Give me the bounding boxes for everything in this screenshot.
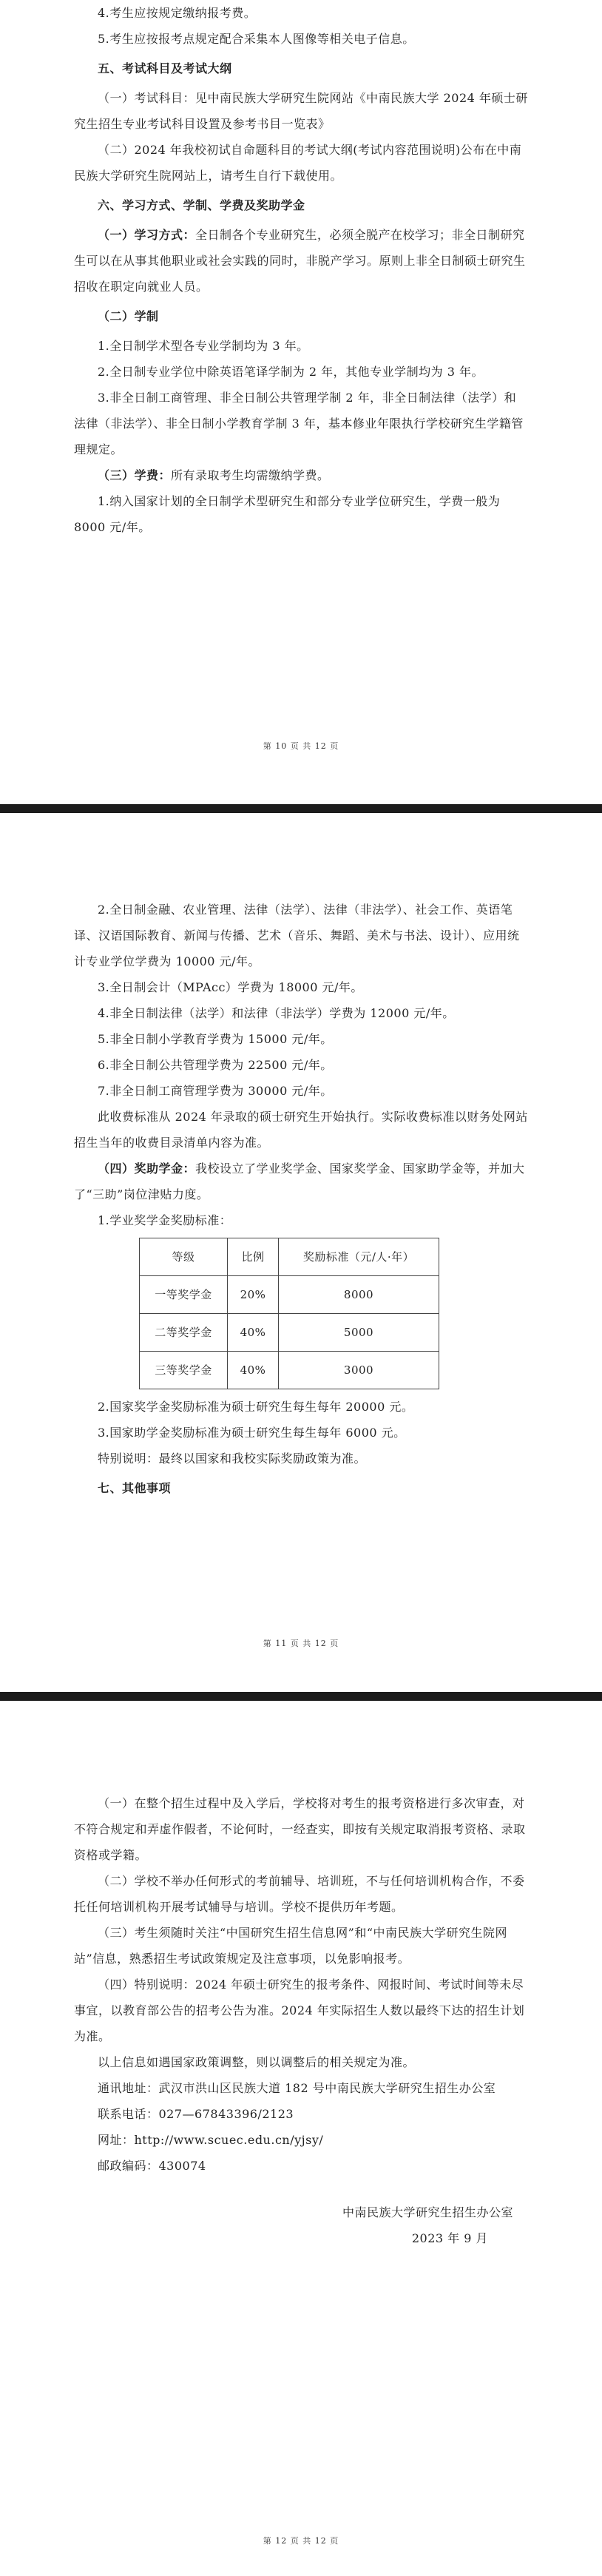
paragraph	[74, 222, 528, 300]
page-footer: 第 11 页 共 12 页	[263, 1639, 339, 1648]
table-cell: 40%	[228, 1352, 279, 1389]
page-footer: 第 10 页 共 12 页	[263, 741, 339, 751]
paragraph: 3.全日制会计（MPAcc）学费为 18000 元/年。	[98, 980, 363, 994]
paragraph	[74, 462, 528, 488]
paragraph: 3.国家助学金奖励标准为硕士研究生每生每年 6000 元。	[98, 1426, 406, 1440]
section-heading: 七、其他事项	[98, 1481, 172, 1495]
section-heading: 六、学习方式、学制、学费及奖助学金	[98, 198, 305, 212]
section-heading: 五、考试科目及考试大纲	[98, 61, 232, 75]
paragraph: 3.非全日制工商管理、非全日制公共管理学制 2 年，非全日制法律（法学）和法律（非法学）、非全日制小学教育学制 3 年，基本修业年限执行学校研究生学籍管理规定。	[74, 391, 524, 456]
paragraph: 4.非全日制法律（法学）和法律（非法学）学费为 12000 元/年。	[98, 1006, 455, 1020]
lead-label: （三）学费：	[98, 468, 172, 482]
paragraph: （一）考试科目：见中南民族大学研究生院网站《中南民族大学 2024 年硕士研究生招生专业考试科目设置及参考书目一览表》	[74, 91, 528, 131]
table-cell: 一等奖学金	[140, 1276, 228, 1314]
page-divider	[0, 804, 602, 813]
contact-address: 通讯地址：武汉市洪山区民族大道 182 号中南民族大学研究生招生办公室	[98, 2081, 496, 2095]
page-11	[0, 814, 602, 1692]
column-header: 奖励标准（元/人·年）	[279, 1238, 439, 1276]
paragraph: 此收费标准从 2024 年录取的硕士研究生开始执行。实际收费标准以财务处网站招生当年的收费目录清单内容为准。	[74, 1110, 528, 1150]
paragraph: 1.纳入国家计划的全日制学术型研究生和部分专业学位研究生，学费一般为 8000 元/年。	[74, 494, 501, 534]
paragraph: 2.国家奖学金奖励标准为硕士研究生每生每年 20000 元。	[98, 1400, 414, 1414]
paragraph: 1.全日制学术型各专业学制均为 3 年。	[98, 339, 309, 353]
paragraph: （二）学校不举办任何形式的考前辅导、培训班，不与任何培训机构合作，不委托任何培训机构开展考试辅导与培训。学校不提供历年考题。	[74, 1874, 525, 1914]
page-divider	[0, 1692, 602, 1701]
paragraph-text: 所有录取考生均需缴纳学费。	[171, 468, 330, 482]
paragraph: （一）在整个招生过程中及入学后，学校将对考生的报考资格进行多次审查，对不符合规定和弄虚作假者，不论何时，一经查实，即按有关规定取消报考资格、录取资格或学籍。	[74, 1796, 526, 1862]
paragraph: 5.非全日制小学教育学费为 15000 元/年。	[98, 1032, 333, 1046]
paragraph: 特别说明：最终以国家和我校实际奖励政策为准。	[98, 1451, 367, 1466]
contact-postcode: 邮政编码：430074	[98, 2159, 206, 2173]
signature-office: 中南民族大学研究生招生办公室	[342, 2205, 513, 2219]
page-12	[0, 1702, 602, 2576]
contact-website: 网址：http://www.scuec.edu.cn/yjsy/	[98, 2133, 324, 2147]
table-row	[140, 1352, 439, 1389]
table-row	[140, 1314, 439, 1352]
signature-date: 2023 年 9 月	[411, 2231, 488, 2245]
table-row	[140, 1276, 439, 1314]
paragraph: （三）考生须随时关注“中国研究生招生信息网”和“中南民族大学研究生院网站”信息，熟悉招生考试政策规定及注意事项，以免影响报考。	[74, 1926, 508, 1966]
paragraph: 7.非全日制工商管理学费为 30000 元/年。	[98, 1084, 333, 1098]
lead-label: （四）奖助学金：	[98, 1161, 196, 1176]
paragraph: 6.非全日制公共管理学费为 22500 元/年。	[98, 1058, 333, 1072]
column-header: 比例	[228, 1238, 279, 1276]
table-cell: 40%	[228, 1314, 279, 1352]
table-cell: 20%	[228, 1276, 279, 1314]
paragraph: 2.全日制金融、农业管理、法律（法学）、法律（非法学）、社会工作、英语笔译、汉语国际教育、新闻与传播、艺术（音乐、舞蹈、美术与书法、设计）、应用统计专业学位学费为 10000 元/年。	[74, 903, 520, 968]
paragraph: 以上信息如遇国家政策调整，则以调整后的相关规定为准。	[98, 2055, 416, 2069]
table-cell: 5000	[279, 1314, 439, 1352]
paragraph-text: 我校设立了学业奖学金、国家奖学金、国家助学金等，并加大了“三助”岗位津贴力度。	[74, 1161, 525, 1201]
table-cell: 二等奖学金	[140, 1314, 228, 1352]
contact-phone: 联系电话：027—67843396/2123	[98, 2107, 294, 2121]
page-10-body	[74, 0, 528, 540]
page-11-body	[74, 897, 528, 1505]
table-header-row	[140, 1238, 439, 1276]
table-cell: 8000	[279, 1276, 439, 1314]
page-12-body	[74, 1790, 528, 2251]
column-header: 等级	[140, 1238, 228, 1276]
paragraph: （四）特别说明：2024 年硕士研究生的报考条件、网报时间、考试时间等未尽事宜，以教育部公告的招考公告为准。2024 年实际招生人数以最终下达的招生计划为准。	[74, 1977, 525, 2043]
subsection-heading: （二）学制	[98, 309, 159, 323]
table-cell: 3000	[279, 1352, 439, 1389]
paragraph: 5.考生应按报考点规定配合采集本人图像等相关电子信息。	[98, 32, 415, 46]
paragraph-text: 全日制各个专业研究生，必须全脱产在校学习；非全日制研究生可以在从事其他职业或社会实践的同时，非脱产学习。原则上非全日制硕士研究生招收在职定向就业人员。	[74, 228, 526, 294]
page-footer: 第 12 页 共 12 页	[263, 2536, 339, 2546]
paragraph: 1.学业奖学金奖励标准：	[98, 1213, 232, 1227]
paragraph	[74, 1156, 528, 1207]
paragraph: （二）2024 年我校初试自命题科目的考试大纲(考试内容范围说明)公布在中南民族大学研究生院网站上，请考生自行下载使用。	[74, 143, 522, 183]
paragraph: 2.全日制专业学位中除英语笔译学制为 2 年，其他专业学制均为 3 年。	[98, 365, 484, 379]
lead-label: （一）学习方式：	[98, 228, 196, 242]
table-cell: 三等奖学金	[140, 1352, 228, 1389]
paragraph: 4.考生应按规定缴纳报考费。	[98, 6, 257, 20]
page-10	[0, 0, 602, 804]
scholarship-table	[139, 1238, 439, 1389]
